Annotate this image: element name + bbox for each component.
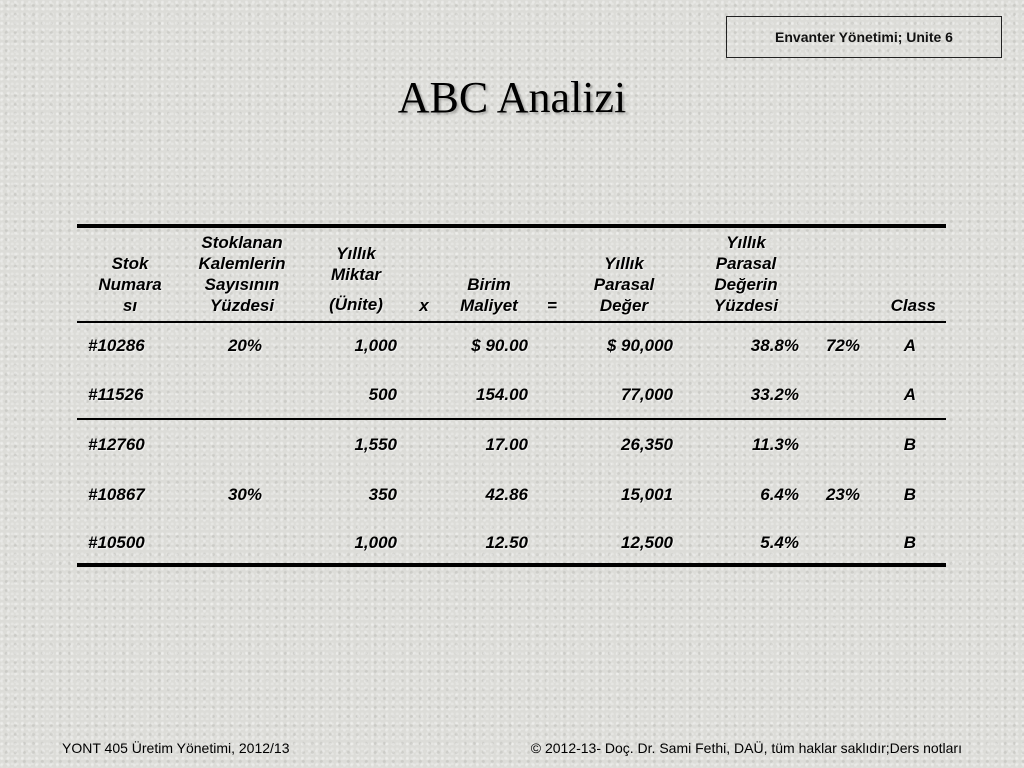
- slide-title: ABC Analizi: [397, 73, 627, 122]
- header-equals-sign: =: [547, 296, 557, 315]
- row1-stock: #10286: [88, 336, 145, 355]
- footer-copyright: © 2012-13- Doç. Dr. Sami Fethi, DAÜ, tüm haklar saklıdır;Ders notları: [530, 740, 962, 756]
- row3-pct-value: 11.3%: [752, 435, 799, 454]
- row4-pct-items: 30%: [227, 485, 262, 504]
- header-stock-number: Stok Numara sı: [98, 254, 162, 315]
- header-class: Class: [890, 296, 936, 315]
- row2-unit-cost: 154.00: [476, 385, 528, 404]
- row5-qty: 1,000: [354, 533, 397, 552]
- row4-pct-value: 6.4%: [760, 485, 799, 504]
- header-percent-value: Yıllık Parasal Değerin Yüzdesi: [713, 233, 779, 315]
- row4-group-pct: 23%: [825, 485, 860, 504]
- table-top-rule: [77, 224, 946, 228]
- row3-value: 26,350: [621, 435, 673, 454]
- row1-value: $ 90,000: [606, 336, 673, 355]
- row3-unit-cost: 17.00: [485, 435, 528, 454]
- header-percent-items: Stoklanan Kalemlerin Sayısının Yüzdesi: [198, 233, 286, 315]
- row2-class: A: [903, 385, 916, 404]
- row2-stock: #11526: [88, 385, 144, 404]
- row4-unit-cost: 42.86: [485, 485, 528, 504]
- unit-header-box: Envanter Yönetimi; Unite 6: [726, 16, 1002, 58]
- row4-qty: 350: [368, 485, 397, 504]
- row4-stock: #10867: [88, 485, 145, 504]
- row2-qty: 500: [368, 385, 397, 404]
- row1-unit-cost: $ 90.00: [471, 336, 528, 355]
- footer-course: YONT 405 Üretim Yönetimi, 2012/13: [62, 740, 290, 756]
- header-annual-quantity: Yıllık Miktar (Ünite): [329, 244, 383, 314]
- row1-qty: 1,000: [354, 336, 397, 355]
- row1-group-pct: 72%: [825, 336, 860, 355]
- row1-class: A: [903, 336, 916, 355]
- row2-value: 77,000: [621, 385, 673, 404]
- row5-pct-value: 5.4%: [760, 533, 799, 552]
- row5-unit-cost: 12.50: [485, 533, 528, 552]
- row5-class: B: [903, 533, 916, 552]
- row1-pct-items: 20%: [227, 336, 262, 355]
- row2-pct-value: 33.2%: [750, 385, 799, 404]
- row3-qty: 1,550: [354, 435, 397, 454]
- row5-value: 12,500: [621, 533, 673, 552]
- header-times-sign: x: [419, 296, 429, 315]
- row4-value: 15,001: [621, 485, 673, 504]
- row3-class: B: [903, 435, 916, 454]
- row5-stock: #10500: [88, 533, 145, 552]
- table-bottom-rule: [77, 563, 946, 567]
- header-unit-cost: Birim Maliyet: [460, 275, 518, 315]
- header-bottom-rule: [77, 321, 946, 323]
- class-a-separator-rule: [77, 418, 946, 420]
- header-annual-value: Yıllık Parasal Değer: [593, 254, 655, 315]
- row1-pct-value: 38.8%: [750, 336, 799, 355]
- row3-stock: #12760: [88, 435, 145, 454]
- row4-class: B: [903, 485, 916, 504]
